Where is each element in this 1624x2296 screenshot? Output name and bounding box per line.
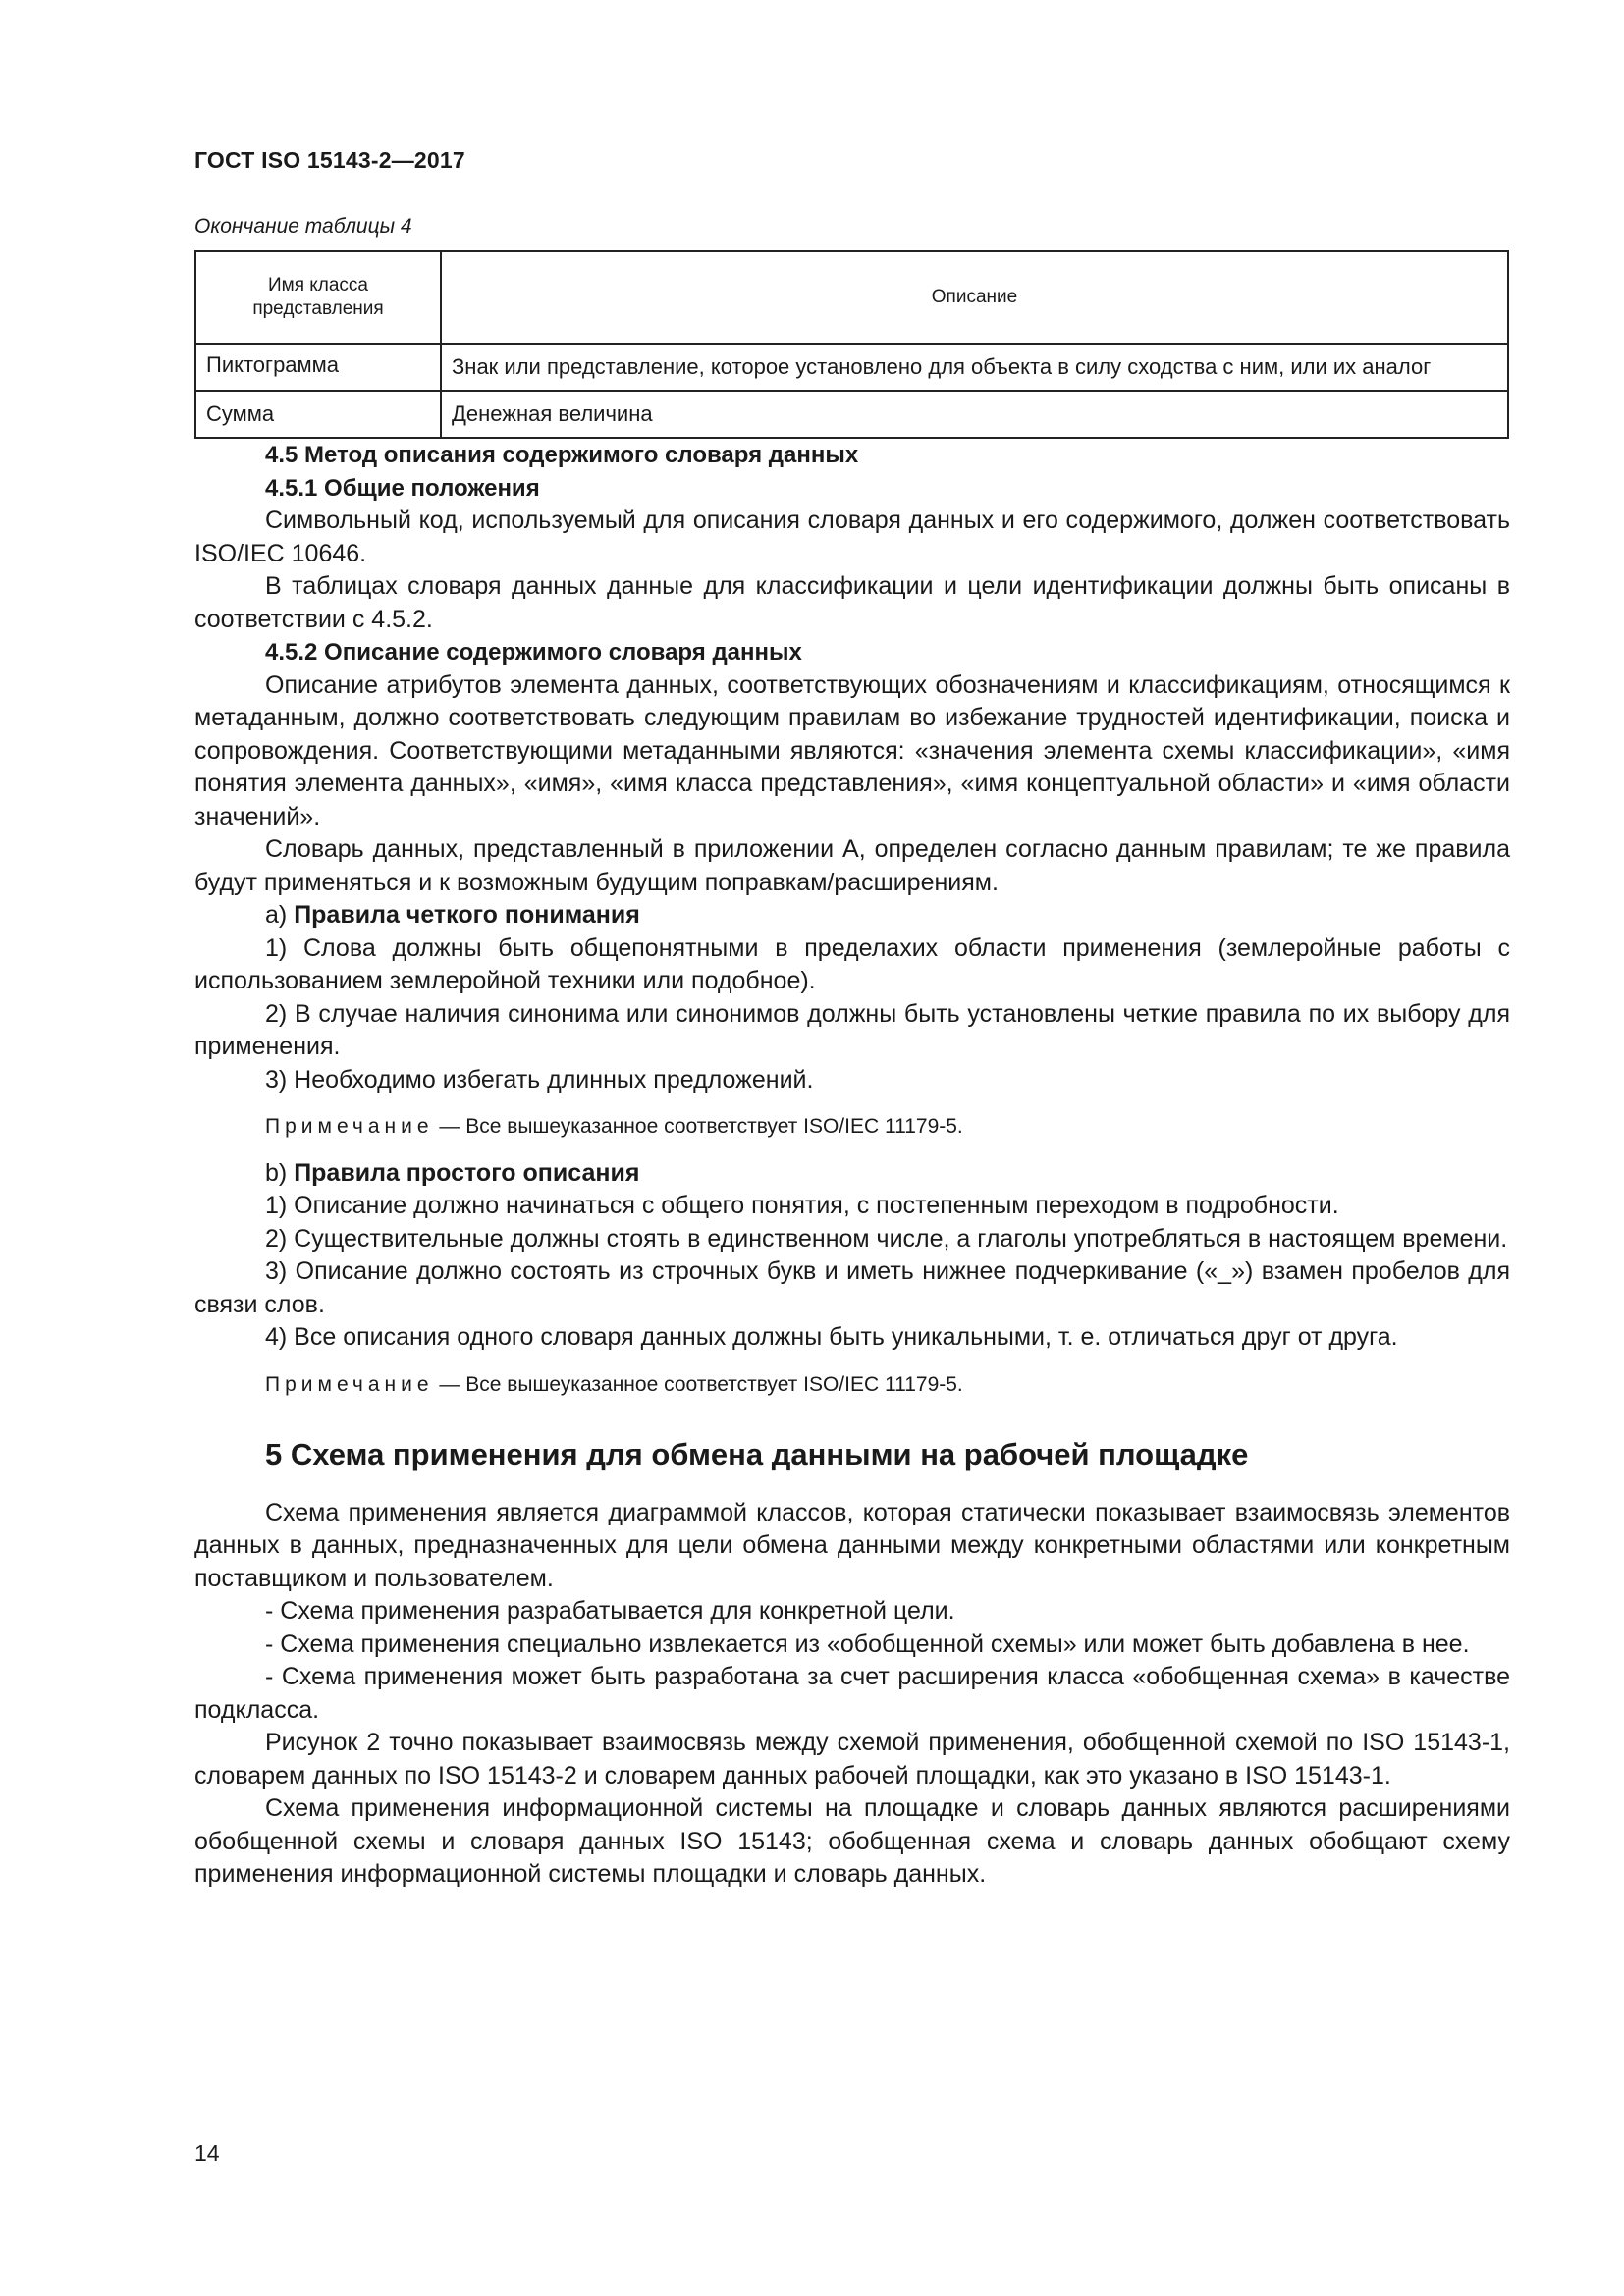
paragraph: В таблицах словаря данных данные для классификации и цели идентификации должны быть описаны в соответствии с 4.5.2. [194, 572, 1510, 633]
list-item: 3) Необходимо избегать длинных предложений. [265, 1065, 814, 1094]
note-label: Примечание [265, 1115, 434, 1138]
table-cell-name: Сумма [195, 391, 441, 438]
column-header-class-name: Имя класса представления [195, 251, 441, 344]
list-heading-b [194, 1157, 1510, 1191]
table-caption: Окончание таблицы 4 [194, 215, 412, 238]
table-row [195, 391, 1508, 438]
section-5-heading: 5 Схема применения для обмена данными на рабочей площадке [265, 1437, 1249, 1471]
list-heading-b-title: Правила простого описания [294, 1158, 640, 1187]
list-item: 4) Все описания одного словаря данных должны быть уникальными, т. е. отличаться друг от друга. [265, 1323, 1398, 1351]
list-item: 1) Описание должно начинаться с общего понятия, с постепенным переходом в подробности. [265, 1192, 1339, 1219]
section-4-5-1-heading: 4.5.1 Общие положения [265, 474, 540, 502]
table-cell-description: Знак или представление, которое установлено для объекта в силу сходства с ним, или их аналог [441, 344, 1508, 391]
paragraph: Символьный код, используемый для описания словаря данных и его содержимого, должен соответствовать ISO/IEC 10646. [194, 507, 1510, 567]
list-heading-a [194, 899, 1510, 933]
list-heading-a-title: Правила четкого понимания [294, 901, 640, 929]
paragraph: - Схема применения разрабатывается для конкретной цели. [265, 1597, 955, 1625]
table-header-row [195, 251, 1508, 344]
column-header-description: Описание [441, 251, 1508, 344]
section-4-5-heading: 4.5 Метод описания содержимого словаря данных [265, 442, 859, 468]
list-marker-a: а) [265, 901, 295, 929]
page-number: 14 [194, 2140, 220, 2165]
list-item: 2) В случае наличия синонима или синонимов должны быть установлены четкие правила по их выбору для применения. [194, 999, 1510, 1060]
page-content [194, 147, 1510, 1892]
note-text: — Все вышеуказанное соответствует ISO/IEC 11179-5. [433, 1372, 963, 1396]
list-marker-b: b) [265, 1158, 295, 1187]
list-item: 2) Существительные должны стоять в единственном числе, а глаголы употребляться в настоящем времени. [265, 1224, 1508, 1253]
paragraph: - Схема применения может быть разработана за счет расширения класса «обобщенная схема» в качестве подкласса. [194, 1663, 1510, 1724]
table-cell-description: Денежная величина [441, 391, 1508, 438]
representation-class-table [194, 250, 1509, 439]
list-item: 3) Описание должно состоять из строчных букв и иметь нижнее подчеркивание («_») взамен пробелов для связи слов. [194, 1257, 1510, 1318]
paragraph: Рисунок 2 точно показывает взаимосвязь между схемой применения, обобщенной схемой по ISO 15143-1, словарем данных по ISO 15143-2 и словарем данных рабочей площадки, как это указано в ISO 15143-1. [194, 1729, 1510, 1789]
paragraph: Словарь данных, представленный в приложении А, определен согласно данным правилам; те же правила будут применяться и к возможным будущим поправкам/расширениям. [194, 835, 1510, 896]
note-label: Примечание [265, 1372, 434, 1396]
document-title: ГОСТ ISO 15143-2—2017 [194, 147, 465, 173]
document-body [194, 439, 1510, 1892]
note [194, 1368, 1510, 1402]
list-item: 1) Слова должны быть общепонятными в пределахих области применения (землеройные работы с использованием землеройной техники или подобное). [194, 934, 1510, 994]
paragraph: Описание атрибутов элемента данных, соответствующих обозначениям и классификациям, относящимся к метаданным, должно соответствовать следующим правилам во избежание трудностей идентификации, поиска и сопровождения. Соответствующими метаданными являются: «значения элемента схемы классификации», «имя понятия элемента данных», «имя», «имя класса представления», «имя концептуальной области» и «имя области значений». [194, 670, 1510, 830]
table-cell-name: Пиктограмма [195, 344, 441, 391]
paragraph: Схема применения является диаграммой классов, которая статически показывает взаимосвязь элементов данных в данных, предназначенных для цели обмена данными между конкретными областями или конкретным поставщиком и пользователем. [194, 1498, 1510, 1592]
paragraph: - Схема применения специально извлекается из «обобщенной схемы» или может быть добавлена в нее. [265, 1629, 1470, 1658]
paragraph: Схема применения информационной системы на площадке и словарь данных являются расширениями обобщенной схемы и словаря данных ISO 15143; обобщенная схема и словарь данных обобщают схему применения информационной системы площадки и словарь данных. [194, 1794, 1510, 1888]
section-4-5-2-heading: 4.5.2 Описание содержимого словаря данных [265, 639, 802, 666]
note-text: — Все вышеуказанное соответствует ISO/IEC 11179-5. [433, 1115, 963, 1138]
table-row [195, 344, 1508, 391]
note [194, 1110, 1510, 1144]
